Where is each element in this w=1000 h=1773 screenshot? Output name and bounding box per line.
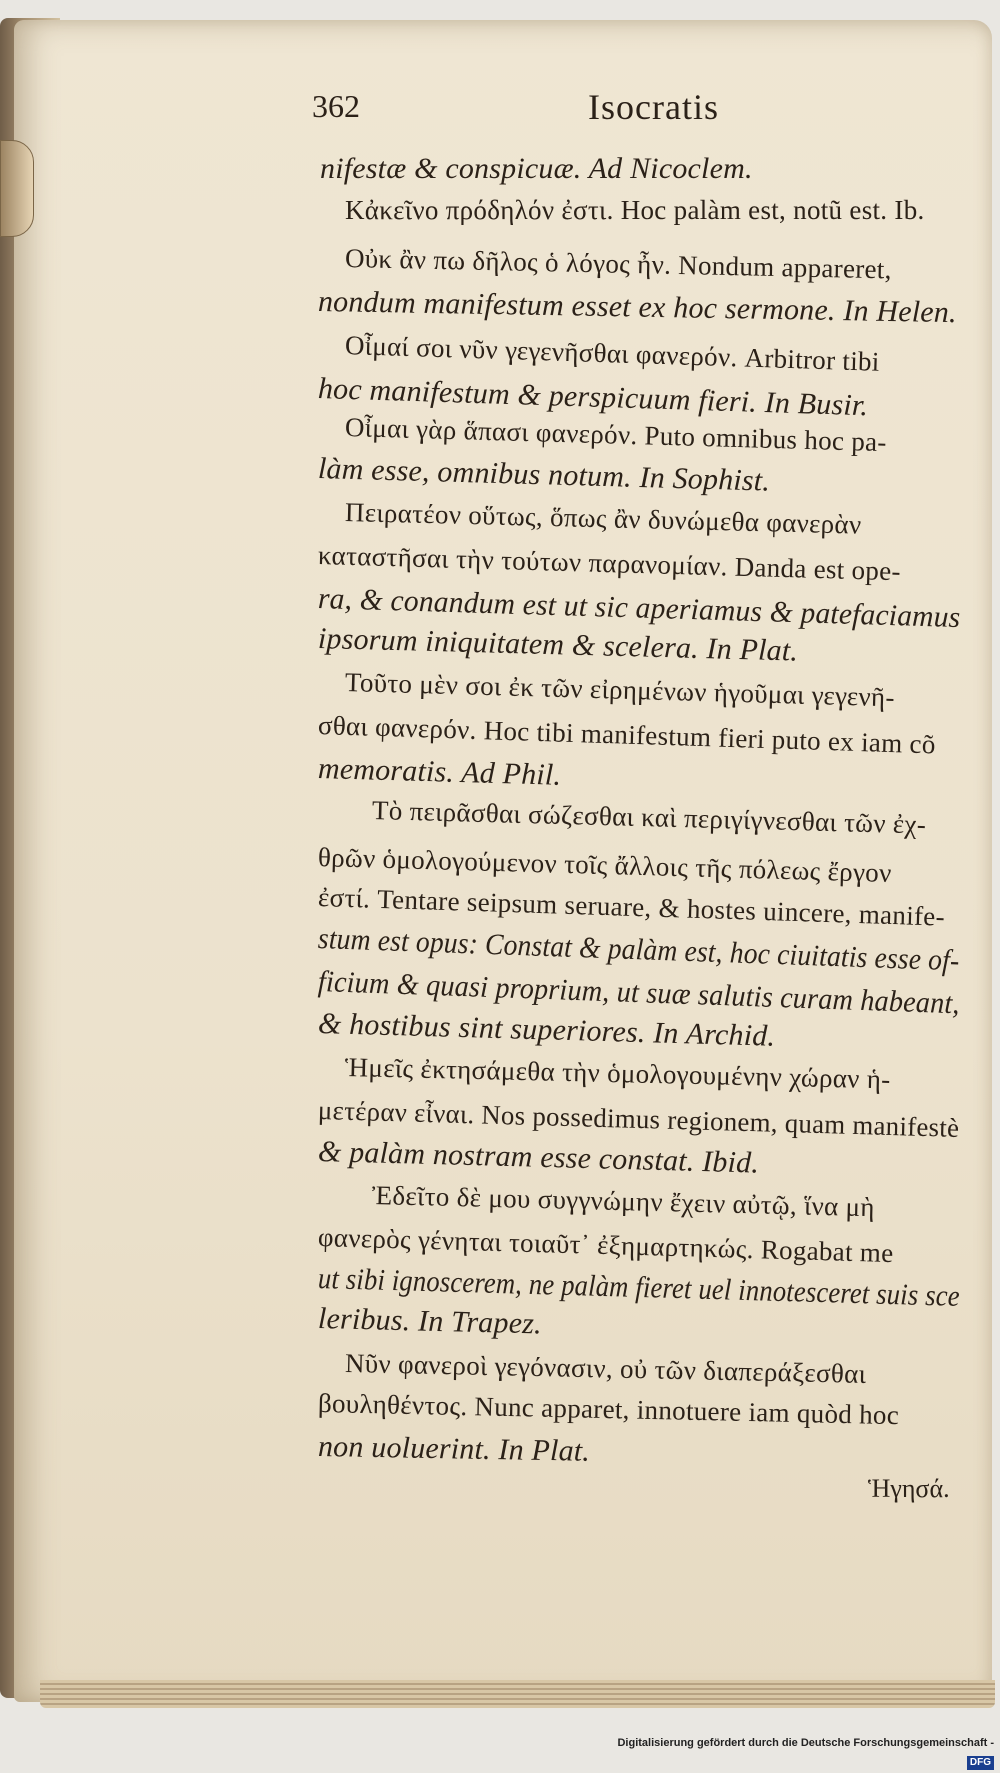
credit-text: Digitalisierung gefördert durch die Deutsche Forschungsgemeinschaft - <box>617 1737 994 1749</box>
dfg-logo: DFG <box>967 1756 994 1770</box>
text-line: & palàm nostram esse constat. Ibid. <box>317 1135 760 1180</box>
text-line: Ἡμεῖς ἐκτησάμεθα τὴν ὁμολογουμένην χώραν ἡ- <box>344 1052 891 1095</box>
text-line: hoc manifestum & perspicuum fieri. In Busir. <box>317 372 869 423</box>
catchword: Ἡγησά. <box>868 1474 950 1503</box>
running-title: Isocratis <box>588 87 719 127</box>
text-line: Τὸ πειρᾶσθαι σώζεσθαι καὶ περιγίγνεσθαι τῶν ἐχ- <box>371 795 927 840</box>
text-line: βουληθέντος. Nunc apparet, innotuere iam quòd hoc <box>317 1388 900 1431</box>
text-line: nifestæ & conspicuæ. Ad Nicoclem. <box>320 152 753 185</box>
text-line: ipsorum iniquitatem & scelera. In Plat. <box>317 622 799 668</box>
text-line: ra, & conandum est ut sic aperiamus & patefaciamus <box>317 582 961 635</box>
text-line: σθαι φανερόν. Hoc tibi manifestum fieri puto ex iam cõ <box>317 710 937 760</box>
text-line: Οἶμαί σοι νῦν γεγενῆσθαι φανερόν. Arbitror tibi <box>344 330 881 377</box>
text-line: & hostibus sint superiores. In Archid. <box>317 1007 776 1053</box>
text-line: ficium & quasi proprium, ut suæ salutis curam habeant, <box>317 965 961 1021</box>
text-line: Πειρατέον οὕτως, ὅπως ἂν δυνώμεθα φανερὰν <box>344 497 862 540</box>
text-line: Ἐδεῖτο δὲ μου συγγνώμην ἔχειν αὐτῷ, ἵνα μὴ <box>371 1180 876 1223</box>
text-line: φανερὸς γένηται τοιαῦτ᾽ ἐξημαρτηκώς. Rogabat me <box>317 1222 894 1269</box>
text-line: ἐστί. Tentare seipsum seruare, & hostes uincere, manife- <box>317 882 946 932</box>
text-line: μετέραν εἶναι. Nos possedimus regionem, quam manifestè <box>317 1095 960 1143</box>
text-line: Οἶμαι γὰρ ἅπασι φανερόν. Puto omnibus hoc pa- <box>344 412 888 458</box>
text-line: θρῶν ὁμολογούμενον τοῖς ἄλλοις τῆς πόλεως ἔργον <box>317 842 893 889</box>
page-number: 362 <box>312 88 360 124</box>
text-line: non uoluerint. In Plat. <box>317 1430 591 1468</box>
text-line: Τοῦτο μὲν σοι ἐκ τῶν εἰρημένων ἡγοῦμαι γεγενῆ- <box>344 667 896 713</box>
text-line: leribus. In Trapez. <box>317 1302 543 1341</box>
text-line: Κἀκεῖνο πρόδηλόν ἐστι. Hoc palàm est, notũ est. Ib. <box>345 195 925 225</box>
text-line: memoratis. Ad Phil. <box>317 752 562 792</box>
text-line: nondum manifestum esset ex hoc sermone. In Helen. <box>317 285 958 330</box>
text-line: stum est opus: Constat & palàm est, hoc ciuitatis esse of- <box>317 922 960 978</box>
text-line: ut sibi ignoscerem, ne palàm fieret uel innotesceret suis sce <box>317 1262 961 1313</box>
digitization-credit <box>600 1733 1000 1769</box>
text-line: Οὐκ ἂν πω δῆλος ὁ λόγος ἦν. Nondum appareret, <box>344 243 893 285</box>
text-line: làm esse, omnibus notum. In Sophist. <box>317 452 771 498</box>
text-line: Νῦν φανεροὶ γεγόνασιν, οὐ τῶν διαπεράξεσθαι <box>344 1348 867 1389</box>
text-line: καταστῆσαι τὴν τούτων παρανομίαν. Danda est ope- <box>317 540 902 587</box>
